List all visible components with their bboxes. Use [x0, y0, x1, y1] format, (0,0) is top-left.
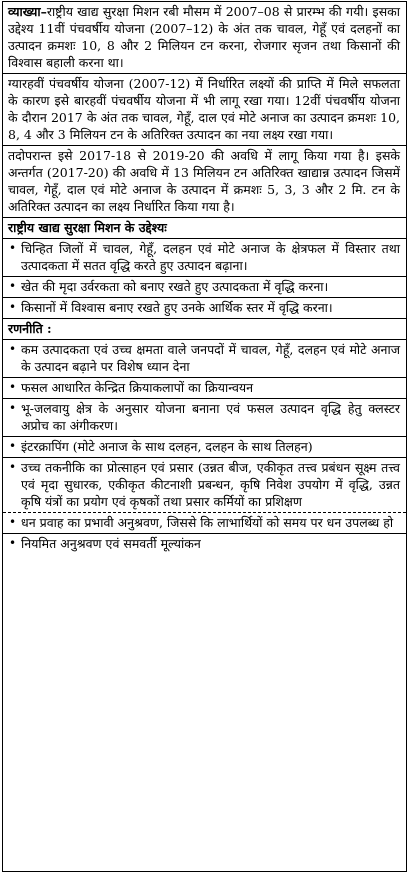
bullet-icon: •	[9, 536, 17, 550]
list-item: • धन प्रवाह का प्रभावी अनुश्रवण, जिससे कि लाभार्थियों को समय पर धन उपलब्ध हो	[3, 513, 406, 534]
list-item: • खेत की मृदा उर्वरकता को बनाए रखते हुए उत्पादकता में वृद्धि करना।	[3, 277, 406, 298]
bullet-icon: •	[9, 515, 17, 529]
list-item: • कम उत्पादकता एवं उच्च क्षमता वाले जनपदों में चावल, गेहूँ, दलहन एवं मोटे अनाज के उत्पादन बढ़ाने पर विशेष ध्यान देना	[3, 340, 406, 378]
strategy-heading: रणनीति :	[3, 319, 406, 340]
intro-lead: व्याख्या–	[8, 4, 47, 19]
bullet-icon: •	[9, 241, 17, 255]
strategy-list	[3, 340, 406, 554]
document-page	[2, 1, 407, 872]
list-item: • चिन्हित जिलों में चावल, गेहूँ, दलहन एवं मोटे अनाज के क्षेत्रफल में विस्तार तथा उत्पादकता में सतत वृद्धि करते हुए उत्पादन बढ़ाना।	[3, 239, 406, 277]
intro-paragraph	[3, 2, 406, 74]
list-item: • फसल आधारित केन्द्रित क्रियाकलापों का क्रियान्वयन	[3, 378, 406, 399]
bullet-icon: •	[9, 300, 17, 314]
objectives-list	[3, 239, 406, 319]
twelfth-plan-paragraph: ग्यारहवीं पंचवर्षीय योजना (2007-12) में निर्धारित लक्ष्यों की प्राप्ति में मिले सफलता के कारण इसे बारहवीं पंचवर्षीय योजना में भी लागू रखा गया। 12वीं पंचवर्षीय योजना के दौरान 2017 के अंत तक चावल, गेहूँ, दाल एवं मोटे अनाज का उत्पादन क्रमशः 10, 8, 4 और 3 मिलियन टन के अतिरिक्त उत्पादन का नया लक्ष्य रखा गया।	[3, 74, 406, 146]
bullet-icon: •	[9, 380, 17, 394]
list-item: • उच्च तकनीकि का प्रोत्साहन एवं प्रसार (उन्नत बीज, एकीकृत तत्त्व प्रबंधन सूक्ष्म तत्त्व एवं मृदा सुधारक, एकीकृत कीटनाशी प्रबन्धन, कृषि निवेश उपयोग में वृद्धि, उन्नत कृषि यंत्रों का प्रयोग एवं कृषकों तथा प्रसार कर्मियों का प्रशिक्षण	[3, 458, 406, 513]
list-item: • भू-जलवायु क्षेत्र के अनुसार योजना बनाना एवं फसल उत्पादन वृद्धि हेतु क्लस्टर अप्रोच का अंगीकरण।	[3, 399, 406, 437]
objectives-heading: राष्ट्रीय खाद्य सुरक्षा मिशन के उद्देश्यः	[3, 218, 406, 239]
bullet-icon: •	[9, 460, 17, 474]
list-item: • इंटरक्रापिंग (मोटे अनाज के साथ दलहन, दलहन के साथ तिलहन)	[3, 437, 406, 458]
bullet-icon: •	[9, 279, 17, 293]
bullet-icon: •	[9, 401, 17, 415]
list-item: • नियमित अनुश्रवण एवं समवर्ती मूल्यांकन	[9, 536, 201, 551]
extension-paragraph: तदोपरान्त इसे 2017-18 से 2019-20 की अवधि में लागू किया गया है। इसके अन्तर्गत (2017-20) की अवधि में 13 मिलियन टन अतिरिक्त खाद्यान्न उत्पादन जिसमें चावल, गेहूँ, दाल एवं मोटे अनाज के उत्पादन में क्रमशः 5, 3, 3 और 2 मि. टन के अतिरिक्त उत्पादन का लक्ष्य निर्धारित किया गया है।	[3, 146, 406, 218]
bullet-icon: •	[9, 439, 17, 453]
bullet-icon: •	[9, 342, 17, 356]
intro-text: राष्ट्रीय खाद्य सुरक्षा मिशन रबी मौसम में 2007–08 से प्रारम्भ की गयी। इसका उद्देश्य 11वीं पंचवर्षीय योजना (2007–12) के अंत तक चावल, गेहूँ एवं दलहनों का उत्पादन क्रमशः 10, 8 और 2 मिलियन टन करना, रोजगार सृजन तथा किसानों की विश्वास बहाली करना था।	[8, 4, 400, 70]
list-item: • किसानों में विश्वास बनाए रखते हुए उनके आर्थिक स्तर में वृद्धि करना।	[3, 298, 406, 319]
